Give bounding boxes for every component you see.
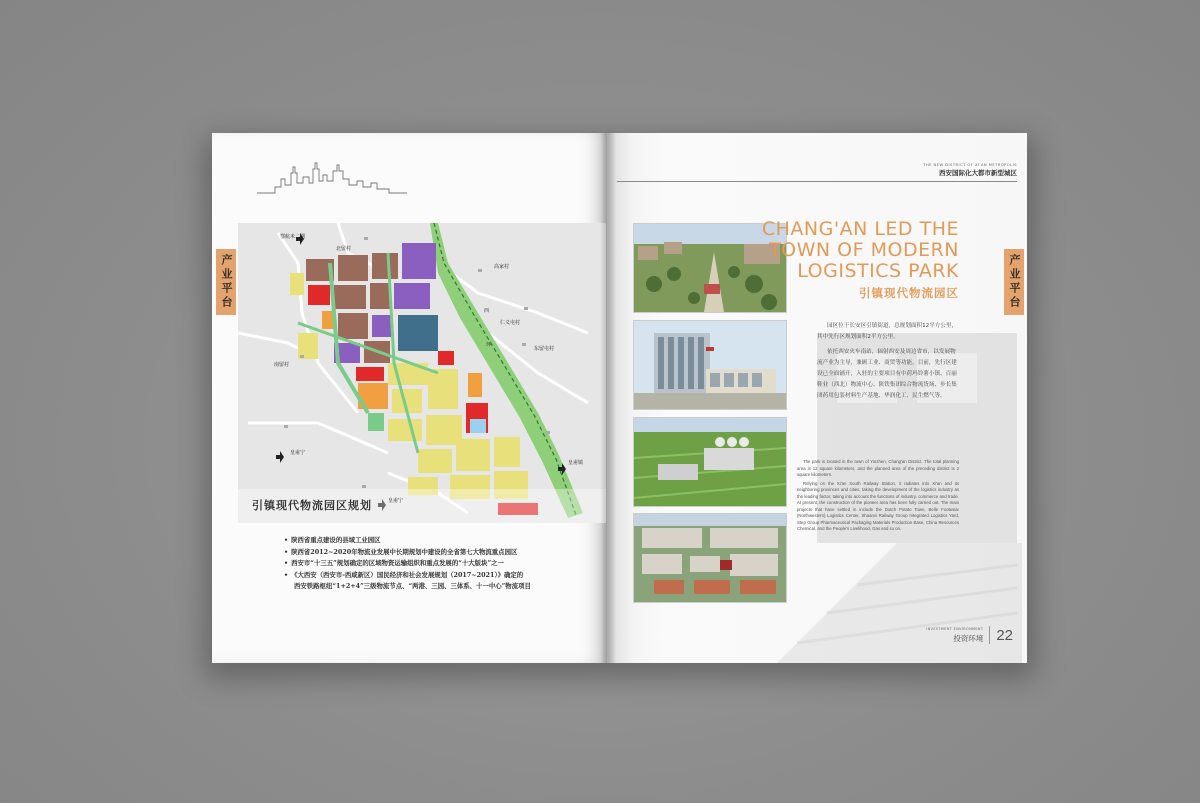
bullet-list xyxy=(284,535,584,593)
book-gutter xyxy=(600,133,616,663)
title-en xyxy=(762,219,959,282)
body-en xyxy=(797,459,959,535)
photo-town-overview xyxy=(633,513,787,603)
header-cn: 西安国际化大都市新型城区 xyxy=(939,169,1017,177)
header-en: THE NEW DISTRICT OF XI'AN METROPOLIS xyxy=(923,163,1017,167)
title-en-line: CHANG'AN LED THE xyxy=(761,218,959,240)
map-label: 皇甫宁 xyxy=(290,450,306,456)
bullet-item: • 西安市“十三五”规划确定的区域物资运输组织和重点发展的“十大版块”之一 xyxy=(284,558,584,570)
page-footer xyxy=(926,626,1013,644)
planning-map xyxy=(238,223,606,523)
footer-cn: 投资环境 xyxy=(953,633,984,643)
footer-en: INVESTMENT ENVIRONMENT xyxy=(926,626,984,631)
map-label: 皇甫宁 xyxy=(388,498,404,504)
body-en-paragraph: Relying on the Xi'an South Railway Station, it radiates into Xi'an and its neighboring provinces and cities, taking the development of the logistics industry as the leading factor, taking into account the functions of industry, commerce and trade. At present, the construction of the pioneer area has been fully carried out. The main projects that have settled in include the Dutch Potato Town, Belle Footwear (Northwestern) Logistics Center, Shaanxi Railway Group Integrated Logistics Yard, Step Group Pharmaceutical Packaging Materials Production Base, China Resources Chemical, and the People's Livelihood, Gas and so on. xyxy=(797,480,959,531)
body-cn xyxy=(817,321,959,406)
map-label: 南留村 xyxy=(274,362,290,368)
map-label: 东留屯村 xyxy=(534,346,555,352)
bullet-item: • 陕西省2012~2020年物流业发展中长期规划中建设的全省第七大物流重点园区 xyxy=(284,547,584,559)
bullet-item: • 陕西省重点建设的县域工业园区 xyxy=(284,535,584,547)
right-page xyxy=(607,133,1027,663)
photo-office-building xyxy=(633,320,787,410)
city-skyline-icon xyxy=(257,159,407,195)
body-cn-paragraph: 园区位于长安区引镇街道，总规划面积12平方公里，其中先行区规划面积2平方公里。 xyxy=(817,323,958,340)
map-label: 高家村 xyxy=(494,264,510,270)
bullet-continuation: 西安铁路枢纽“1+2+4”三级物流节点、“两港、三园、三体系、十一中心”物流项目 xyxy=(294,582,531,591)
map-label: 西 xyxy=(484,308,490,314)
planning-map-graphic xyxy=(238,223,606,523)
page-header xyxy=(923,163,1017,177)
left-page xyxy=(212,133,607,663)
title-en-line: TOWN OF MODERN xyxy=(769,239,959,261)
section-tab-right: 产业平台 xyxy=(1004,249,1024,315)
map-label: 环 xyxy=(486,342,492,348)
footer-divider xyxy=(989,626,990,644)
map-title: 引镇现代物流园区规划 xyxy=(252,499,372,512)
map-label: 北留村 xyxy=(336,246,352,252)
page-number: 22 xyxy=(996,626,1013,644)
section-tab-left: 产业平台 xyxy=(216,249,236,315)
body-cn-paragraph: 依托西安火车南站，辐射西安及周边省市，以发展物流产业为主导，兼顾工业、商贸等功能。目前，先行区建设已全面铺开，入驻的主要项目有中荷玛铃薯小镇、百丽鞋业（西北）物流中心、陕铁集团综合物流货场、步长集团药用包装材料生产基地、华润化工、民生燃气等。 xyxy=(817,349,957,399)
bullet-item: • 《大西安（西安市-西咸新区）国民经济和社会发展规划（2017~2021）》确定的 xyxy=(284,570,584,582)
map-label: 鄠航米二期 xyxy=(280,234,306,240)
title-cn: 引镇现代物流园区 xyxy=(859,286,959,300)
title-en-line: LOGISTICS PARK xyxy=(797,260,959,282)
photo-logistics-yard xyxy=(633,417,787,507)
map-label: 皇甫镇 xyxy=(568,460,584,466)
body-en-paragraph: The park is located in the town of Yinzhen, Chang'an District. The total planning area is 12 square kilometers, and the planned area of the preceding district is 2 square kilometers. xyxy=(797,459,959,477)
map-label: 仁义屯村 xyxy=(500,320,521,326)
header-divider xyxy=(617,181,1017,182)
